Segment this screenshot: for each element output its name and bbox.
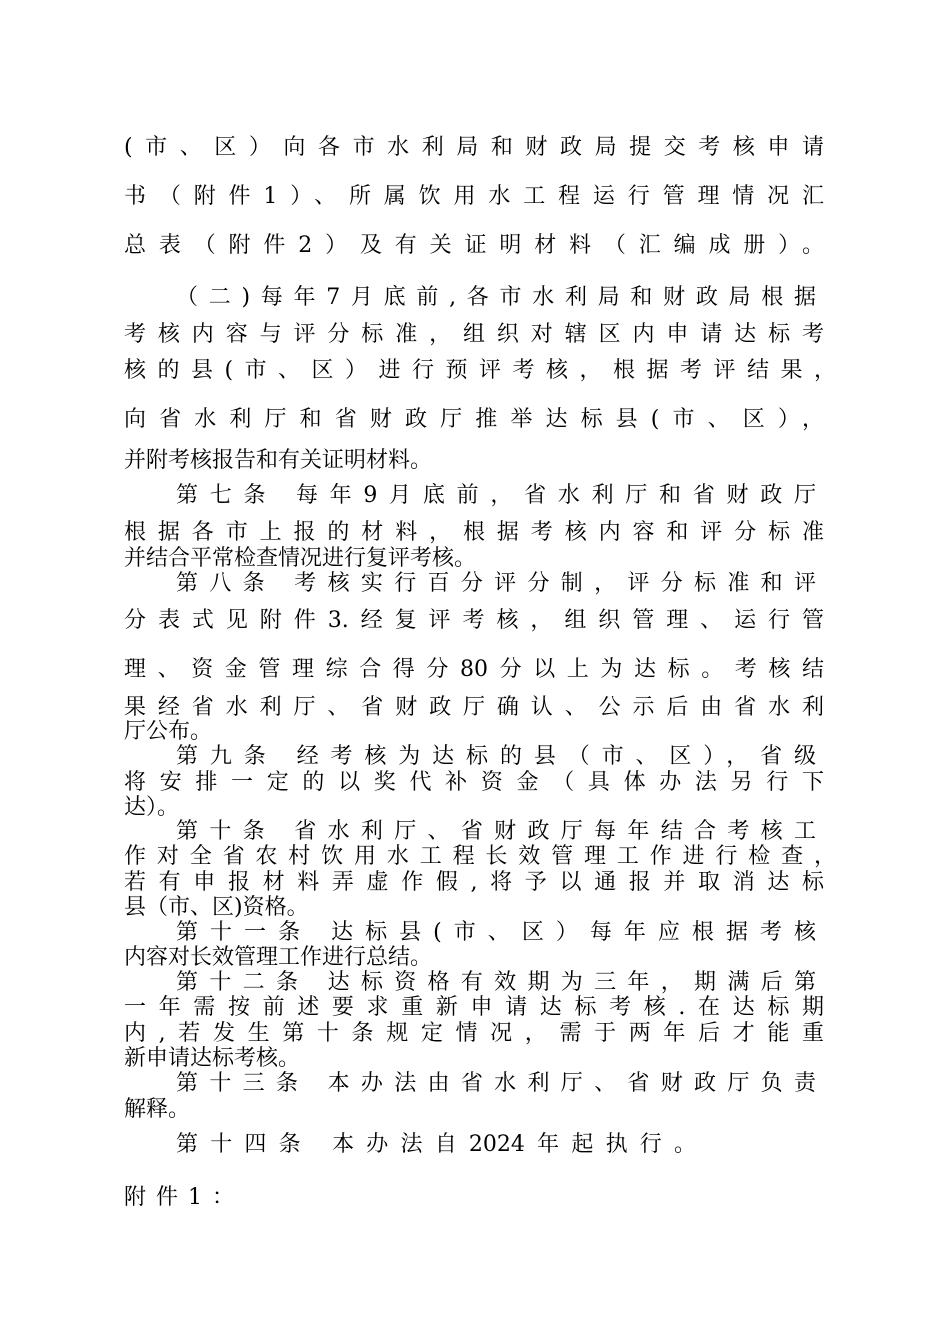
text-line: 作对全省农村饮用水工程长效管理工作进行检查， xyxy=(124,844,836,869)
text-line: 向省水利厅和省财政厅推举达标县(市、区）， xyxy=(124,407,824,432)
text-line: 解释。 xyxy=(124,1097,191,1122)
text-line: 达）。 xyxy=(124,795,180,820)
text-line: 新申请达标考核。 xyxy=(124,1046,301,1071)
text-line: 一年需按前述要求重新申请达标考核.在达标期 xyxy=(124,995,824,1020)
text-line: 若有申报材料弄虚作假,将予以通报并取消达标 xyxy=(124,870,824,895)
text-line: 第九条 经考核为达标的县（市、区），省级 xyxy=(176,744,816,769)
text-line: 并附考核报告和有关证明材料。 xyxy=(124,448,433,473)
text-line: 第十三条 本办法由省水利厅、省财政厅负责 xyxy=(176,1071,816,1096)
text-line: 并结合平常检查情况进行复评考核。 xyxy=(124,546,477,571)
text-line: 将安排一定的以奖代补资金（具体办法另行下 xyxy=(124,770,824,795)
text-line: 考核内容与评分标准，组织对辖区内申请达标考 xyxy=(124,322,824,347)
text-line: 书（附件1）、所属饮用水工程运行管理情况汇 xyxy=(124,184,824,209)
text-line: 厅公布。 xyxy=(124,719,213,744)
text-line: 第十一条 达标县(市、区）每年应根据考核 xyxy=(176,920,816,945)
text-line: 理、资金管理综合得分80分以上为达标。考核结 xyxy=(124,657,824,682)
text-line: 总表（附件2）及有关证明材料（汇编成册）。 xyxy=(124,233,824,258)
text-line: 果经省水利厅、省财政厅确认、公示后由省水利 xyxy=(124,695,824,720)
text-line: 第八条 考核实行百分评分制，评分标准和评 xyxy=(176,571,816,596)
text-line: 内容对长效管理工作进行总结。 xyxy=(124,945,433,970)
text-line: 分表式见附件3.经复评考核，组织管理、运行管 xyxy=(124,608,824,633)
text-line: 内,若发生第十条规定情况，需于两年后才能重 xyxy=(124,1021,824,1046)
text-line: 县（市、区)资格。 xyxy=(124,895,309,920)
text-line: 第十条 省水利厅、省财政厅每年结合考核工 xyxy=(176,819,816,844)
text-line: 第七条 每年9月底前，省水利厅和省财政厅 xyxy=(176,483,816,508)
text-line: (市、区）向各市水利局和财政局提交考核申请 xyxy=(124,135,824,160)
text-line: 根据各市上报的材料，根据考核内容和评分标准 xyxy=(124,520,824,545)
attachment-label: 附件1： xyxy=(124,1185,234,1210)
text-line: 第十四条 本办法自2024年起执行。 xyxy=(176,1132,696,1157)
text-line: 核的县(市、区）进行预评考核，根据考评结果， xyxy=(124,358,836,383)
text-line: 第十二条 达标资格有效期为三年，期满后第 xyxy=(176,970,816,995)
text-line: （二)每年7月底前,各市水利局和财政局根据 xyxy=(176,285,816,310)
